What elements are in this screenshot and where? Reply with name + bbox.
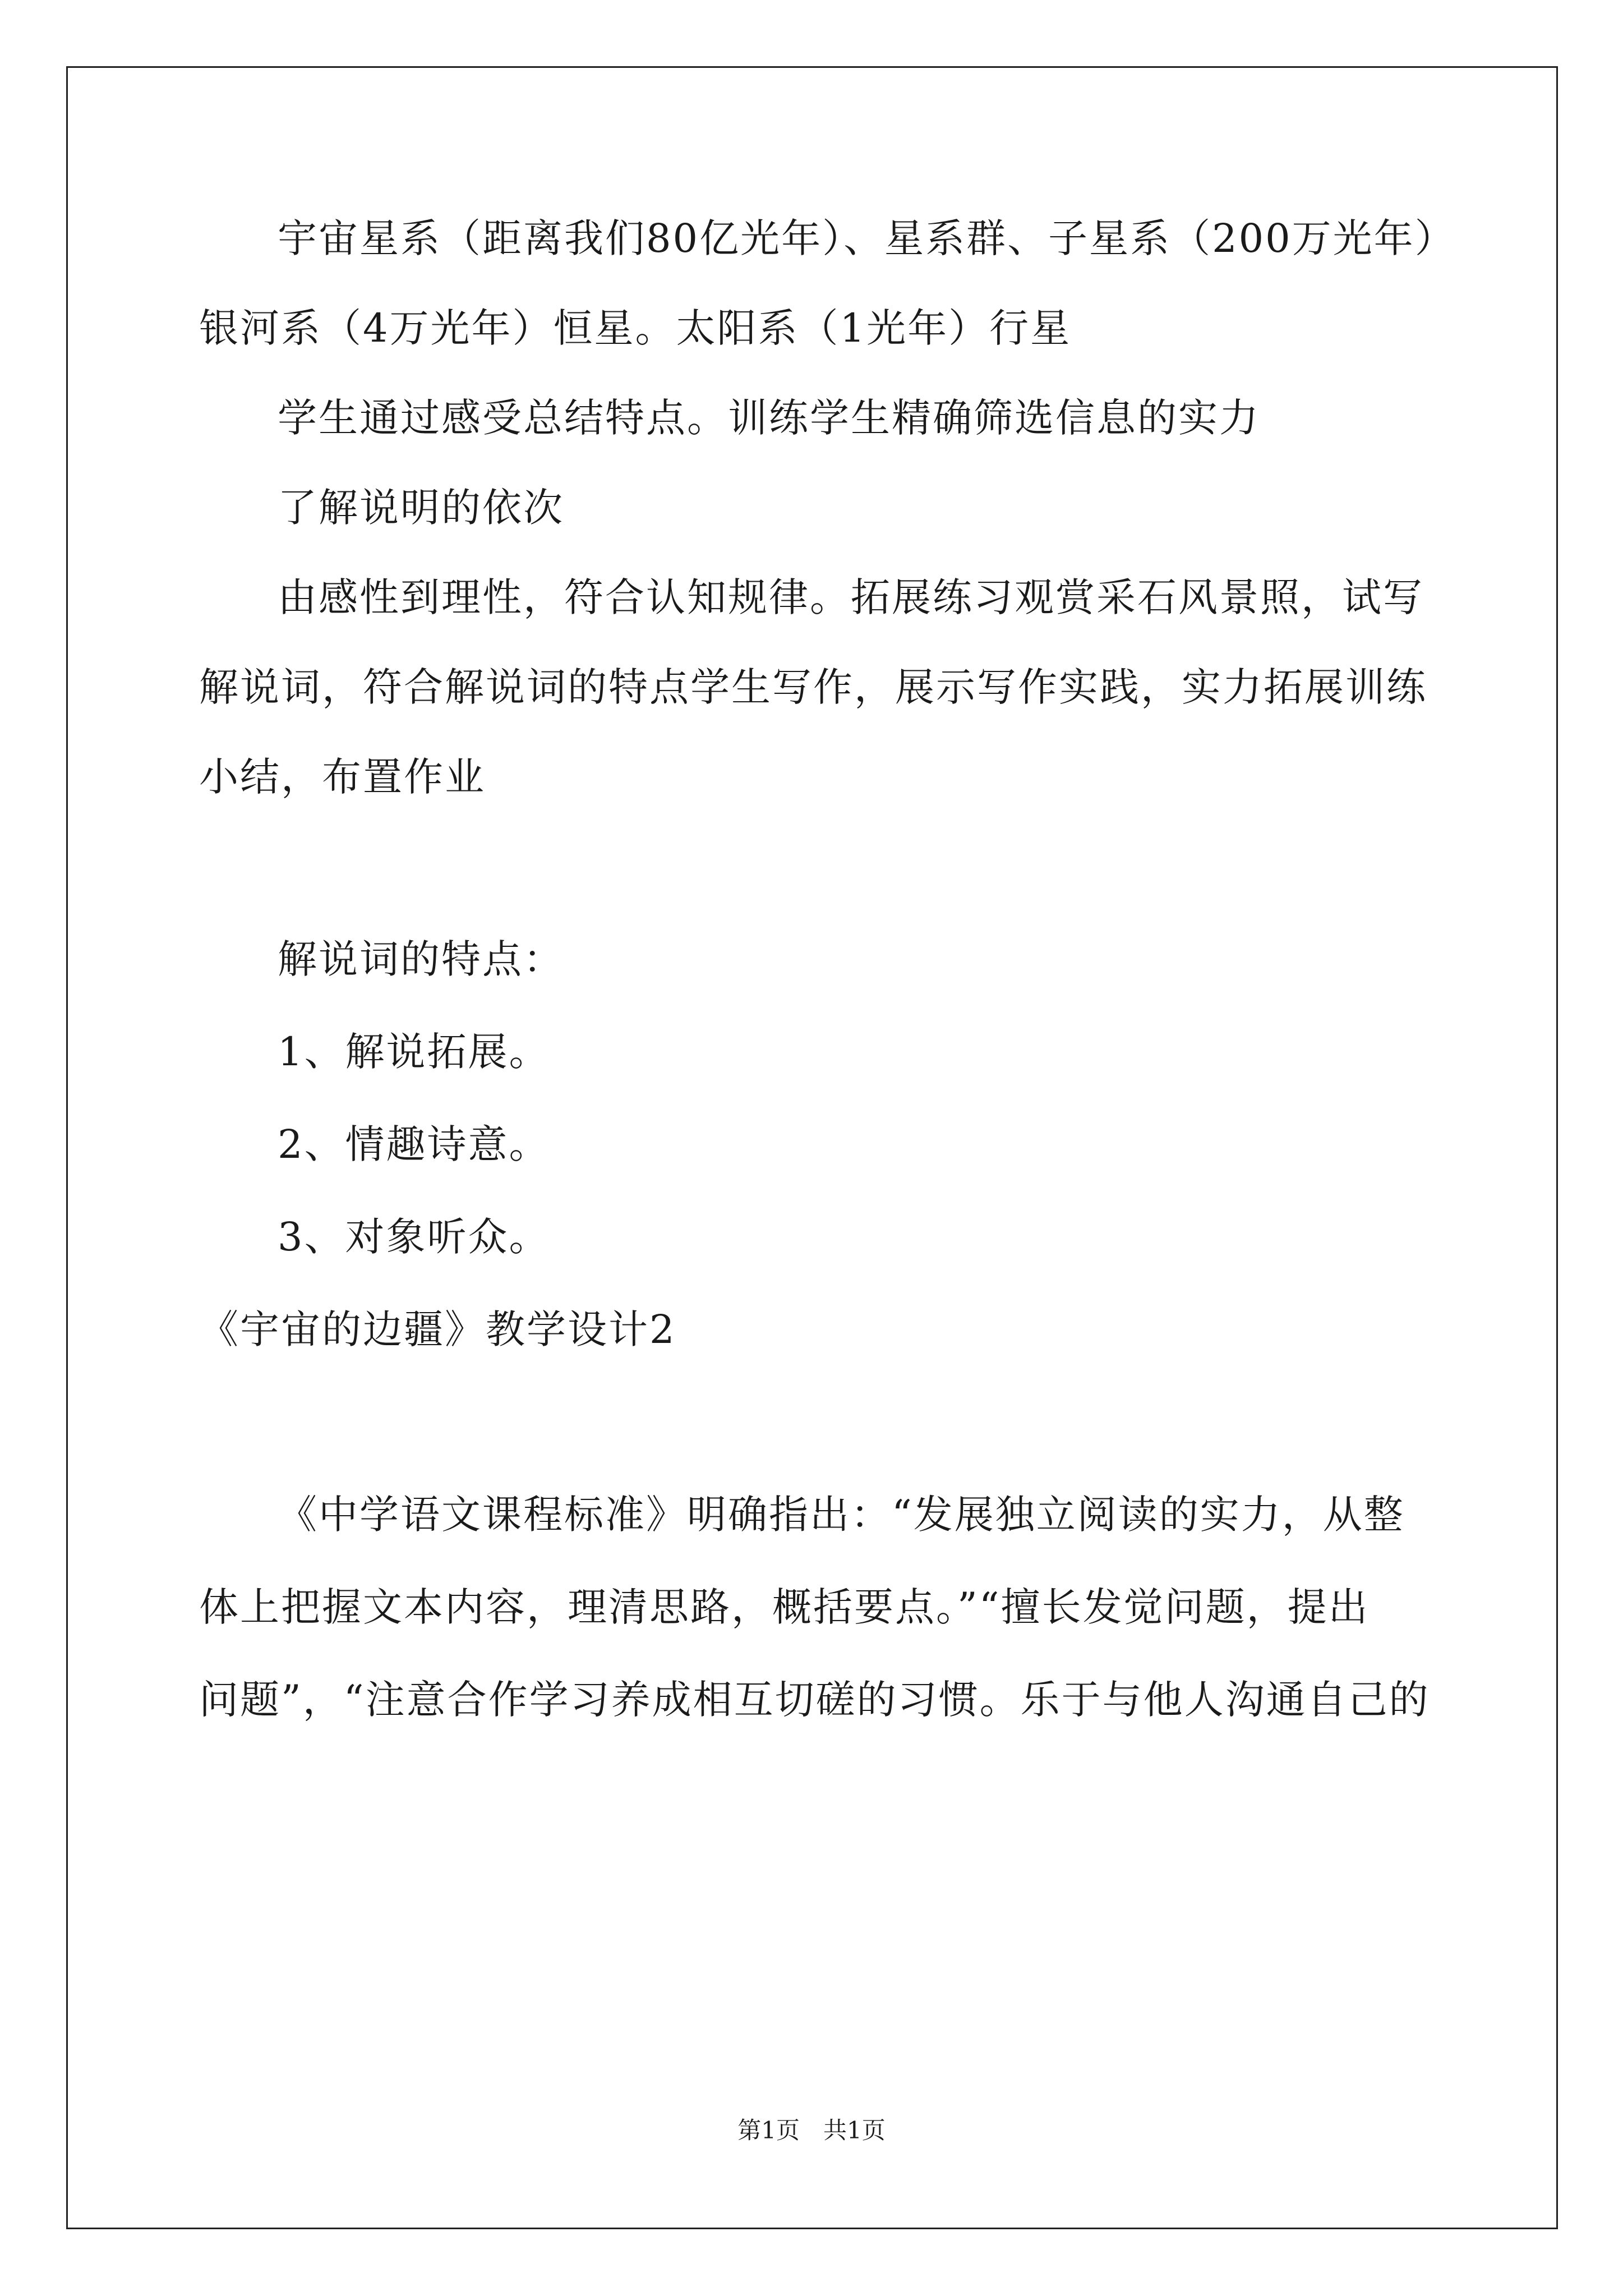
text-line: 了解说明的依次 <box>278 485 564 531</box>
text-line: 小结，布置作业 <box>199 754 486 800</box>
text-line: 银河系（4万光年）恒星。太阳系（1光年）行星 <box>199 305 1072 351</box>
section-heading: 解说词的特点： <box>278 936 564 982</box>
page-number: 第1页 共1页 <box>737 2116 886 2144</box>
text-line: 宇宙星系（距离我们80亿光年）、星系群、子星系（200万光年） <box>278 215 1456 261</box>
text-line: 体上把握文本内容，理清思路，概括要点。”“擅长发觉问题，提出 <box>199 1584 1370 1630</box>
list-item: 3、对象听众。 <box>278 1214 550 1260</box>
text-line: 《中学语文课程标准》明确指出：“发展独立阅读的实力，从整 <box>278 1492 1405 1538</box>
text-line: 学生通过感受总结特点。训练学生精确筛选信息的实力 <box>278 395 1260 441</box>
text-line: 问题”，“注意合作学习养成相互切磋的习惯。乐于与他人沟通自己的 <box>199 1677 1430 1723</box>
text-line: 由感性到理性，符合认知规律。拓展练习观赏采石风景照，试写 <box>278 574 1424 620</box>
document-title: 《宇宙的边疆》教学设计2 <box>199 1306 676 1352</box>
list-item: 1、解说拓展。 <box>278 1029 550 1075</box>
text-line: 解说词，符合解说词的特点学生写作，展示写作实践，实力拓展训练 <box>199 664 1427 710</box>
list-item: 2、情趣诗意。 <box>278 1121 550 1167</box>
